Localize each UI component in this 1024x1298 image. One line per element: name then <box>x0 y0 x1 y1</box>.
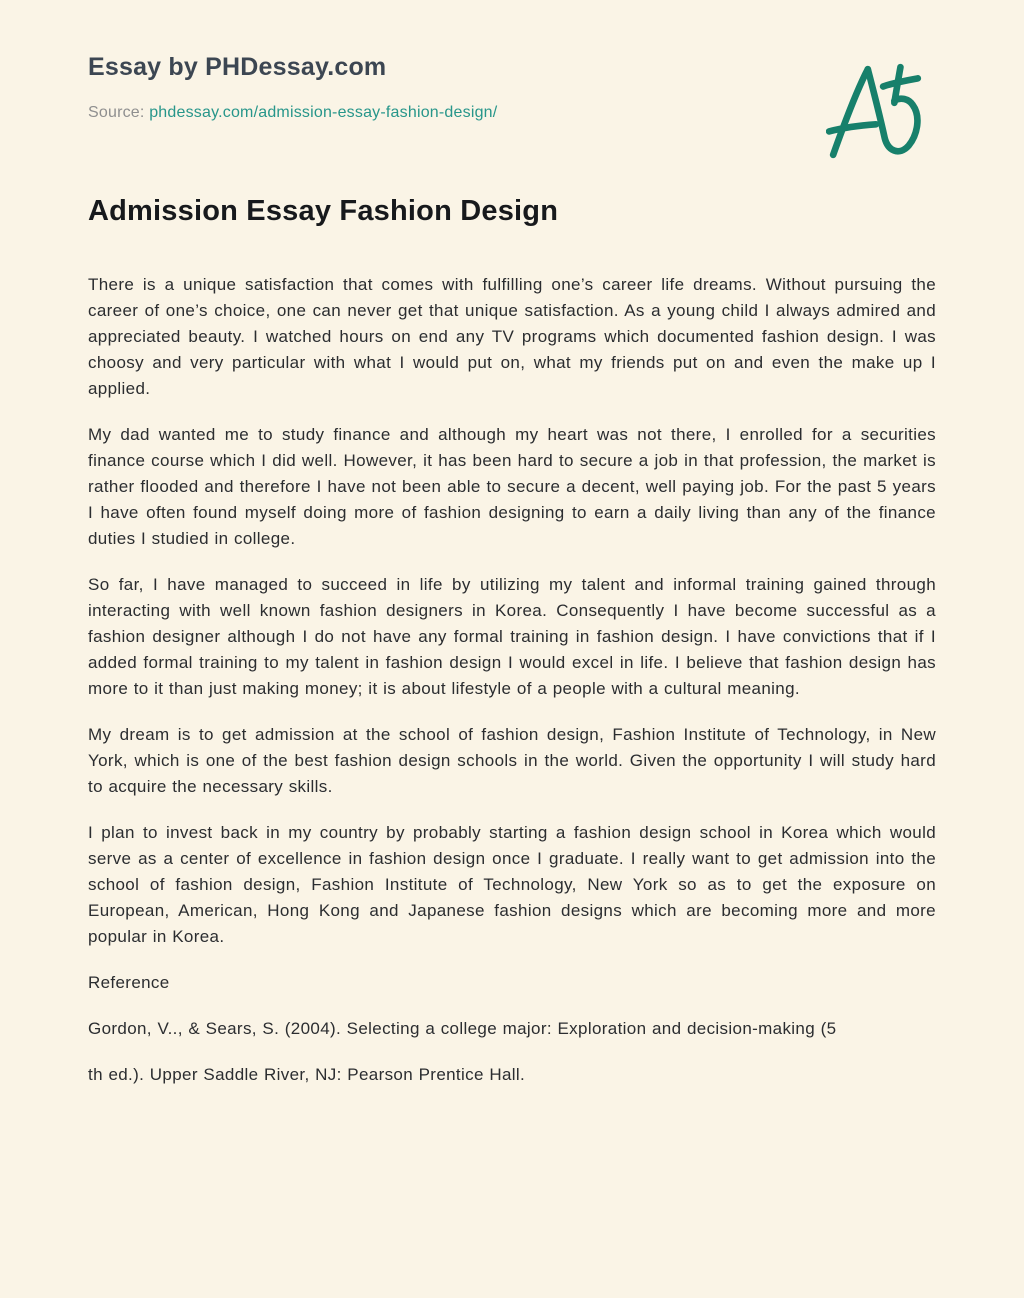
reference-heading: Reference <box>88 973 170 992</box>
essay-paragraph: My dad wanted me to study finance and although my heart was not there, I enrolled for a securities finance course which I did well. However, it has been hard to secure a job in that profession, the market is rather flooded and therefore I have not been able to secure a decent, well paying job. For the past 5 years I have often found myself doing more of fashion designing to earn a daily living than any of the finance duties I studied in college. <box>88 425 936 548</box>
reference-entry: Gordon, V.., & Sears, S. (2004). Selecting a college major: Exploration and decision-making (5 <box>88 1019 837 1038</box>
source-line <box>88 103 936 123</box>
phdessay-logo <box>826 60 928 162</box>
essay-body <box>88 272 936 1088</box>
a-plus-logo-icon <box>826 60 928 162</box>
essay-paragraph: My dream is to get admission at the school of fashion design, Fashion Institute of Technology, in New York, which is one of the best fashion design schools in the world. Given the opportunity I will study hard to acquire the necessary skills. <box>88 725 936 796</box>
essay-paragraph: I plan to invest back in my country by probably starting a fashion design school in Korea which would serve as a center of excellence in fashion design once I graduate. I really want to get admission into the school of fashion design, Fashion Institute of Technology, New York so as to get the exposure on European, American, Hong Kong and Japanese fashion designs which are becoming more and more popular in Korea. <box>88 823 936 946</box>
essay-paragraph: There is a unique satisfaction that comes with fulfilling one’s career life dreams. Without pursuing the career of one’s choice, one can never get that unique satisfaction. As a young child I always admired and appreciated beauty. I watched hours on end any TV programs which documented fashion design. I was choosy and very particular with what I would put on, what my friends put on and even the make up I applied. <box>88 275 936 398</box>
document-title: Admission Essay Fashion Design <box>88 195 559 227</box>
reference-entry: th ed.). Upper Saddle River, NJ: Pearson Prentice Hall. <box>88 1065 526 1084</box>
site-title: Essay by PHDessay.com <box>88 53 387 81</box>
source-label: Source: <box>88 104 145 121</box>
source-link[interactable]: phdessay.com/admission-essay-fashion-design/ <box>149 104 498 121</box>
essay-paragraph: So far, I have managed to succeed in life by utilizing my talent and informal training gained through interacting with well known fashion designers in Korea. Consequently I have become successful as a fashion designer although I do not have any formal training in fashion design. I have convictions that if I added formal training to my talent in fashion design I would excel in life. I believe that fashion design has more to it than just making money; it is about lifestyle of a people with a cultural meaning. <box>88 575 936 698</box>
